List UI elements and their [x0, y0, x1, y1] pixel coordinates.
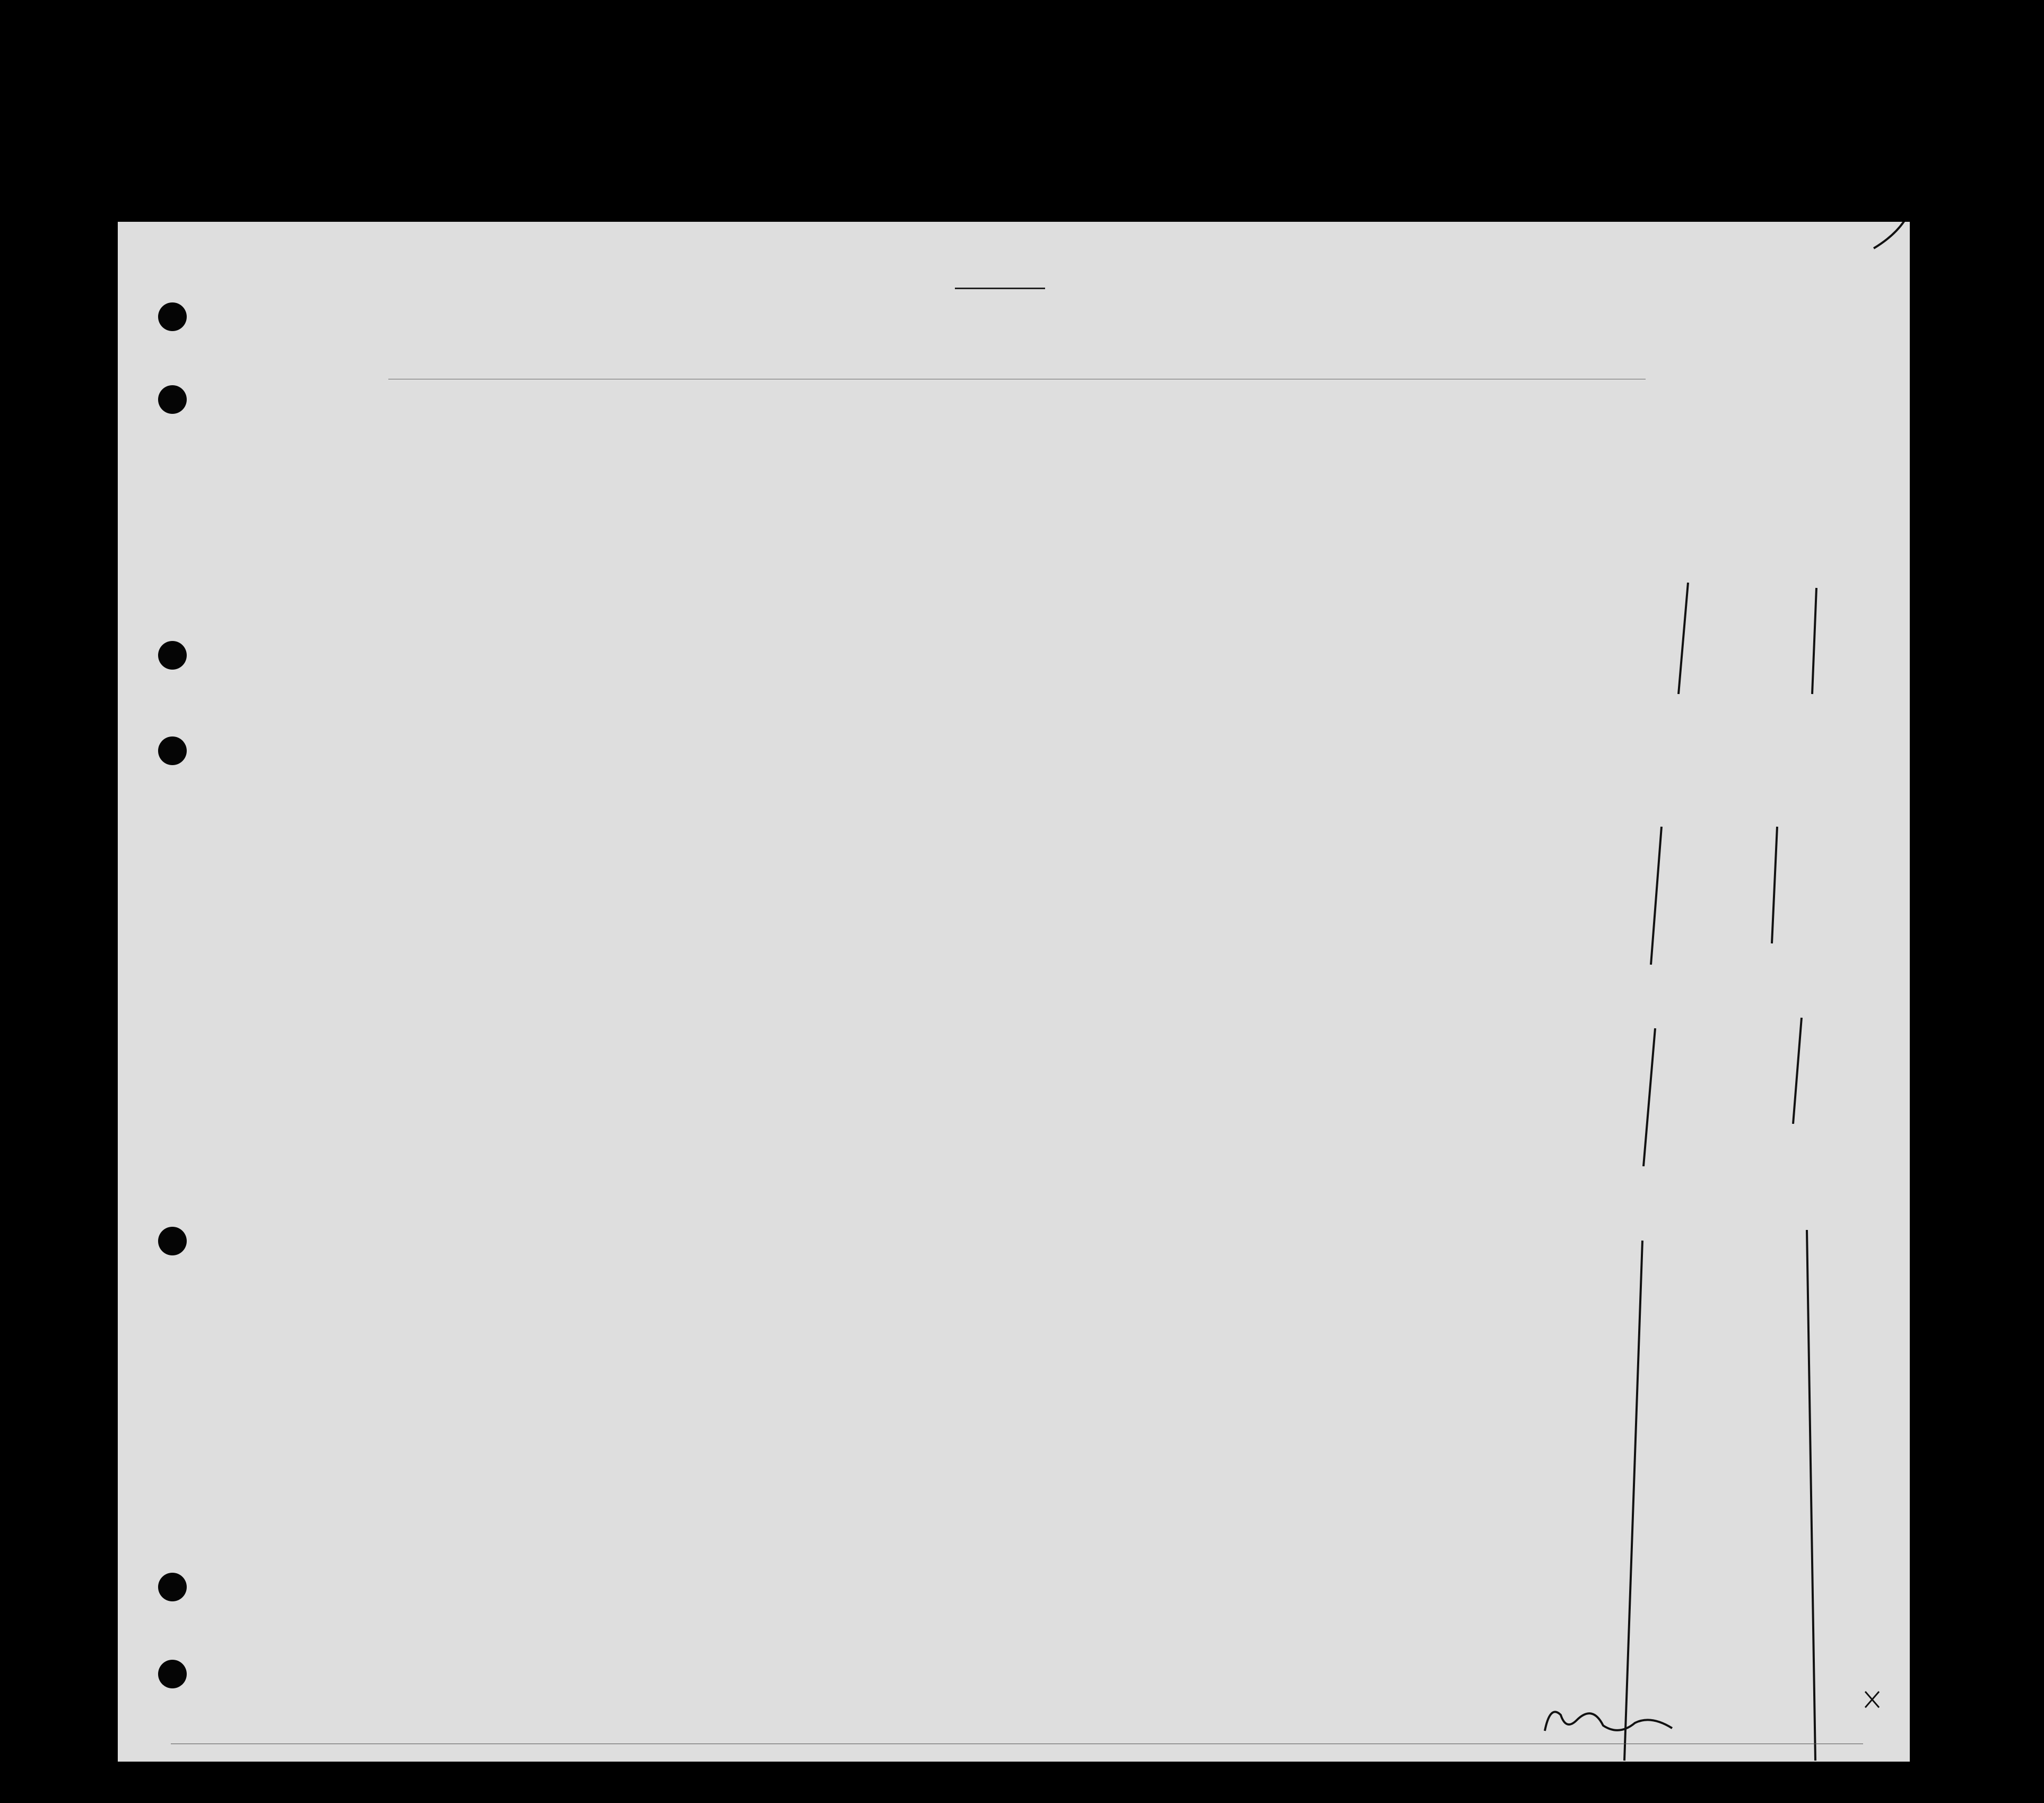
officer-signature [1539, 1699, 1677, 1741]
punch-hole-3 [158, 641, 187, 670]
punch-hole-4 [158, 736, 187, 765]
punch-hole-5 [158, 1227, 187, 1255]
punch-hole-7 [158, 1660, 187, 1688]
table-grid [118, 222, 1910, 1762]
punch-hole-1 [158, 302, 187, 331]
punch-hole-2 [158, 385, 187, 414]
manifest-sheet [118, 222, 1910, 1762]
punch-hole-6 [158, 1573, 187, 1601]
